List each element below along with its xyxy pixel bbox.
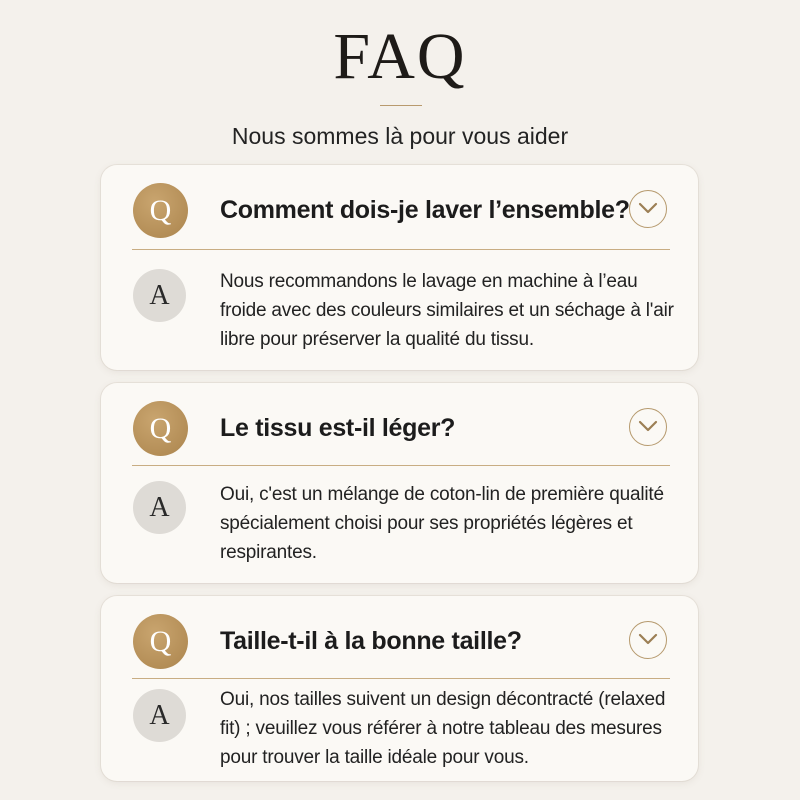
chevron-down-icon[interactable] — [629, 621, 667, 659]
answer-badge: A — [133, 269, 186, 322]
question-badge: Q — [133, 614, 188, 669]
faq-divider — [132, 678, 670, 679]
faq-divider — [132, 249, 670, 250]
chevron-glyph — [638, 633, 658, 646]
chevron-glyph — [638, 202, 658, 215]
chevron-glyph — [638, 420, 658, 433]
answer-badge: A — [133, 481, 186, 534]
faq-item-1 — [101, 165, 698, 370]
page-subtitle: Nous sommes là pour vous aider — [231, 123, 569, 149]
faq-question-row[interactable] — [101, 165, 698, 249]
page-title: FAQ — [333, 20, 467, 93]
faq-item-2 — [101, 383, 698, 583]
faq-answer: Nous recommandons le lavage en machine à l’eau froide avec des couleurs similaires et un séchage à l'air libre pour préserver la qualité du tissu. — [220, 271, 674, 350]
answer-badge: A — [133, 689, 186, 742]
faq-question: Le tissu est-il léger? — [220, 414, 456, 442]
faq-divider — [132, 465, 670, 466]
faq-item-3 — [101, 596, 698, 781]
question-badge: Q — [133, 183, 188, 238]
faq-question-row[interactable] — [101, 596, 698, 678]
faq-question-row[interactable] — [101, 383, 698, 465]
question-badge: Q — [133, 401, 188, 456]
faq-answer: Oui, nos tailles suivent un design décontracté (relaxed fit) ; veuillez vous référer à notre tableau des mesures pour trouver la taille idéale pour vous. — [220, 689, 666, 768]
faq-question: Taille-t-il à la bonne taille? — [220, 627, 522, 655]
chevron-down-icon[interactable] — [629, 190, 667, 228]
chevron-down-icon[interactable] — [629, 408, 667, 446]
faq-question: Comment dois-je laver l’ensemble? — [220, 196, 630, 224]
faq-answer: Oui, c'est un mélange de coton-lin de première qualité spécialement choisi pour ses propriétés légères et respirantes. — [220, 484, 664, 563]
title-divider — [380, 105, 422, 106]
